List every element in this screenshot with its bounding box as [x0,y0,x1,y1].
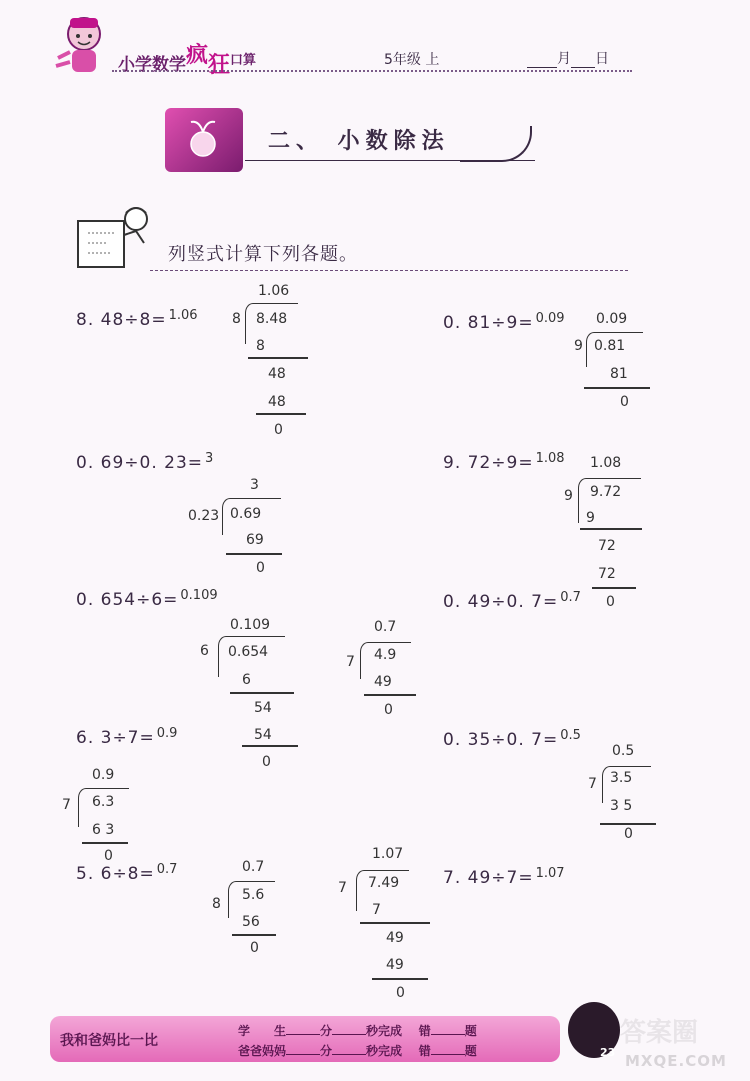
instruction-text: 列竖式计算下列各题。 [168,244,358,265]
watermark-url: MXQE.COM [625,1052,727,1070]
problem-equation: 0. 81÷9= $^{0.09}$ [443,311,565,333]
header-divider [112,70,632,72]
long-division-divisor: 7 [338,880,347,896]
division-line [256,413,306,415]
long-division-step: 49 [374,674,392,690]
long-division-step: 0 [384,702,393,718]
answer-handwritten: 1.06 [168,308,198,323]
long-division-step: 9 [586,510,595,526]
long-division-quotient: 0.7 [374,619,397,635]
answer-handwritten: 0.09 [535,311,565,326]
long-division-step: 3 5 [610,798,633,814]
long-division-step: 0 [256,560,265,576]
long-division-dividend: 0.654 [228,644,269,660]
long-division-dividend: 0.69 [230,506,262,522]
problem-equation: 0. 654÷6= $^{0.109}$ [76,588,218,610]
answer-handwritten: 0.5 [560,728,581,743]
section-title: 二、 小数除法 [268,129,450,154]
problem-equation: 6. 3÷7= $^{0.9}$ [76,726,178,748]
division-line [584,387,650,389]
answer-handwritten: 0.9 [156,726,178,741]
long-division-dividend: 9.72 [590,484,622,500]
header-title: 小学数学疯狂$^{口算}$ [118,43,257,78]
answer-handwritten: 0.7 [156,862,178,877]
long-division-step: 56 [242,914,260,930]
long-division-quotient: 0.109 [230,617,271,633]
problem-equation: 8. 48÷8= $^{1.06}$ [76,308,198,330]
division-line [232,934,276,936]
long-division-dividend: 5.6 [242,887,265,903]
long-division-step: 6 [242,672,251,688]
long-division-step: 0 [274,422,283,438]
answer-handwritten: 0.109 [180,588,218,603]
division-line [600,823,656,825]
long-division-quotient: 0.09 [596,311,628,327]
problem-equation: 7. 49÷7= $^{1.07}$ [443,866,565,888]
long-division-step: 6 3 [92,822,115,838]
answer-handwritten: 3 [205,451,214,466]
long-division-step: 8 [256,338,265,354]
division-line [372,978,428,980]
long-division-step: 0 [606,594,615,610]
long-division-quotient: 3 [250,477,259,493]
division-line [226,553,282,555]
long-division-step: 81 [610,366,628,382]
long-division-dividend: 4.9 [374,647,397,663]
long-division-step: 0 [250,940,259,956]
problem-equation: 0. 49÷0. 7= $^{0.7}$ [443,590,581,612]
long-division-quotient: 0.5 [612,743,635,759]
footer-compare-label: 我和爸妈比一比 [60,1033,158,1049]
footer-parents-row: 爸爸妈妈 分 秒完成 错 题 [238,1044,477,1058]
long-division-step: 49 [386,930,404,946]
division-line [242,745,298,747]
long-division-quotient: 0.7 [242,859,265,875]
long-division-quotient: 0.9 [92,767,115,783]
long-division-dividend: 3.5 [610,770,633,786]
long-division-divisor: 0.23 [188,508,220,524]
long-division-divisor: 7 [62,797,71,813]
date-field: 月 日 [527,48,609,68]
long-division-step: 54 [254,727,272,743]
answer-handwritten: 0.7 [560,590,581,605]
watermark-logo: 答案圈 [620,1018,699,1048]
footer-student-row: 学 生 分 秒完成 错 题 [238,1024,477,1038]
long-division-quotient: 1.07 [372,846,404,862]
answer-handwritten: 1.07 [535,866,565,881]
page-number: 23 [600,1046,616,1059]
section-icon [165,108,243,172]
long-division-step: 72 [598,538,616,554]
long-division-step: 49 [386,957,404,973]
grade-label: 5年级 上 [384,52,440,68]
mascot-icon [52,12,112,82]
division-line [364,694,416,696]
division-line [580,528,642,530]
long-division-divisor: 8 [212,896,221,912]
problem-equation: 0. 69÷0. 23= $^3$ [76,451,214,473]
long-division-step: 54 [254,700,272,716]
long-division-step: 69 [246,532,264,548]
long-division-divisor: 8 [232,311,241,327]
long-division-step: 0 [624,826,633,842]
section-arc [460,126,532,162]
long-division-dividend: 6.3 [92,794,115,810]
long-division-step: 48 [268,366,286,382]
division-line [82,842,128,844]
problem-equation: 5. 6÷8= $^{0.7}$ [76,862,178,884]
long-division-quotient: 1.06 [258,283,290,299]
long-division-dividend: 7.49 [368,875,400,891]
division-line [248,357,308,359]
long-division-divisor: 6 [200,643,209,659]
long-division-divisor: 7 [346,654,355,670]
problem-equation: 0. 35÷0. 7= $^{0.5}$ [443,728,581,750]
long-division-step: 0 [396,985,405,1001]
answer-handwritten: 1.08 [535,451,565,466]
long-division-dividend: 8.48 [256,311,288,327]
instruction-divider [150,270,628,271]
long-division-step: 72 [598,566,616,582]
long-division-quotient: 1.08 [590,455,622,471]
long-division-step: 0 [620,394,629,410]
long-division-step: 7 [372,902,381,918]
long-division-divisor: 7 [588,776,597,792]
long-division-dividend: 0.81 [594,338,626,354]
long-division-step: 0 [104,848,113,864]
division-line [592,587,636,589]
problem-equation: 9. 72÷9= $^{1.08}$ [443,451,565,473]
long-division-step: 0 [262,754,271,770]
student-board-icon [74,205,158,271]
division-line [360,922,430,924]
long-division-divisor: 9 [564,488,573,504]
division-line [230,692,294,694]
long-division-step: 48 [268,394,286,410]
long-division-divisor: 9 [574,338,583,354]
